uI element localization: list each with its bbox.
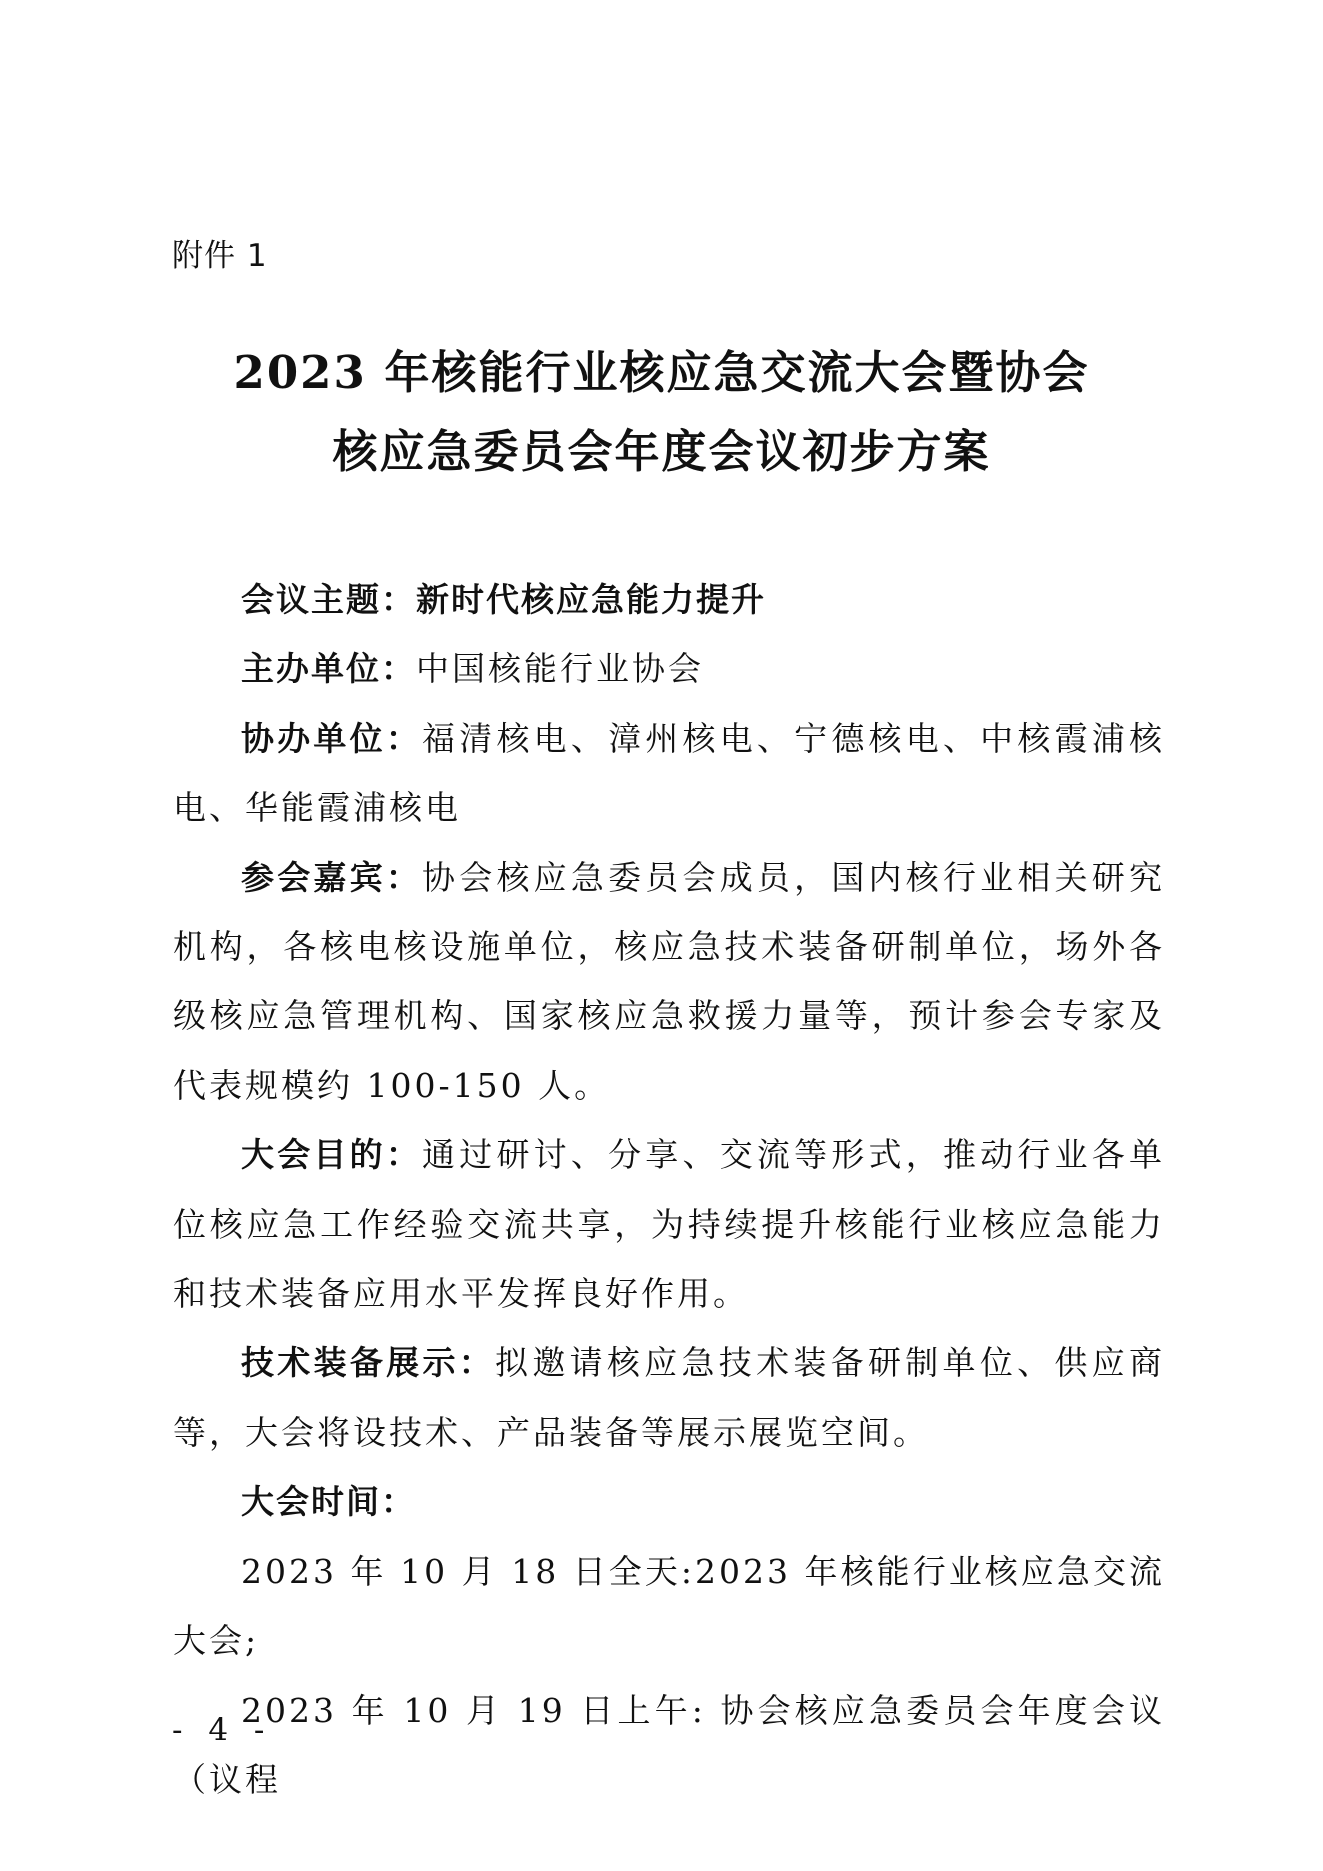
section-time	[173, 1467, 1165, 1536]
section-theme	[173, 565, 1165, 634]
document-title-line-2: 核应急委员会年度会议初步方案	[332, 425, 991, 478]
section-label: 技术装备展示：	[241, 1343, 496, 1383]
section-label: 参会嘉宾：	[241, 857, 423, 897]
schedule-item: 2023 年 10 月 19 日上午: 协会核应急委员会年度会议（议程	[173, 1690, 1165, 1799]
section-text: 中国核能行业协会	[416, 649, 704, 689]
section-label: 协办单位：	[241, 718, 423, 758]
section-text: 福清核电、漳州核电、宁德核电、中核霞浦核电、华能霞浦核电	[173, 718, 1166, 828]
section-label: 大会时间：	[241, 1482, 416, 1522]
section-guests	[173, 843, 1165, 1121]
section-text: 新时代核应急能力提升	[416, 580, 766, 619]
section-purpose	[173, 1120, 1165, 1328]
attachment-label: 附件 1	[172, 238, 268, 274]
section-host	[173, 634, 1165, 703]
page-number: - 4 -	[172, 1712, 273, 1748]
section-exhibition	[173, 1328, 1165, 1467]
section-label: 大会目的：	[241, 1135, 423, 1175]
section-label: 主办单位：	[241, 649, 416, 689]
document-body	[173, 565, 1165, 1814]
section-text: 拟邀请核应急技术装备研制单位、供应商等，大会将设技术、产品装备等展示展览空间。	[173, 1343, 1166, 1452]
document-title-line-1: 2023 年核能行业核应急交流大会暨协会	[233, 346, 1090, 399]
section-text: 协会核应急委员会成员，国内核行业相关研究机构，各核电核设施单位，核应急技术装备研制单位，场外各级核应急管理机构、国家核应急救援力量等，预计参会专家及代表规模约 100-150 人。	[173, 857, 1166, 1105]
schedule-item: 2023 年 10 月 18 日全天:2023 年核能行业核应急交流大会;	[173, 1551, 1165, 1661]
section-label: 会议主题：	[241, 580, 416, 619]
section-text: 通过研讨、分享、交流等形式，推动行业各单位核应急工作经验交流共享，为持续提升核能行业核应急能力和技术装备应用水平发挥良好作用。	[173, 1135, 1166, 1314]
section-co-host	[173, 704, 1165, 843]
